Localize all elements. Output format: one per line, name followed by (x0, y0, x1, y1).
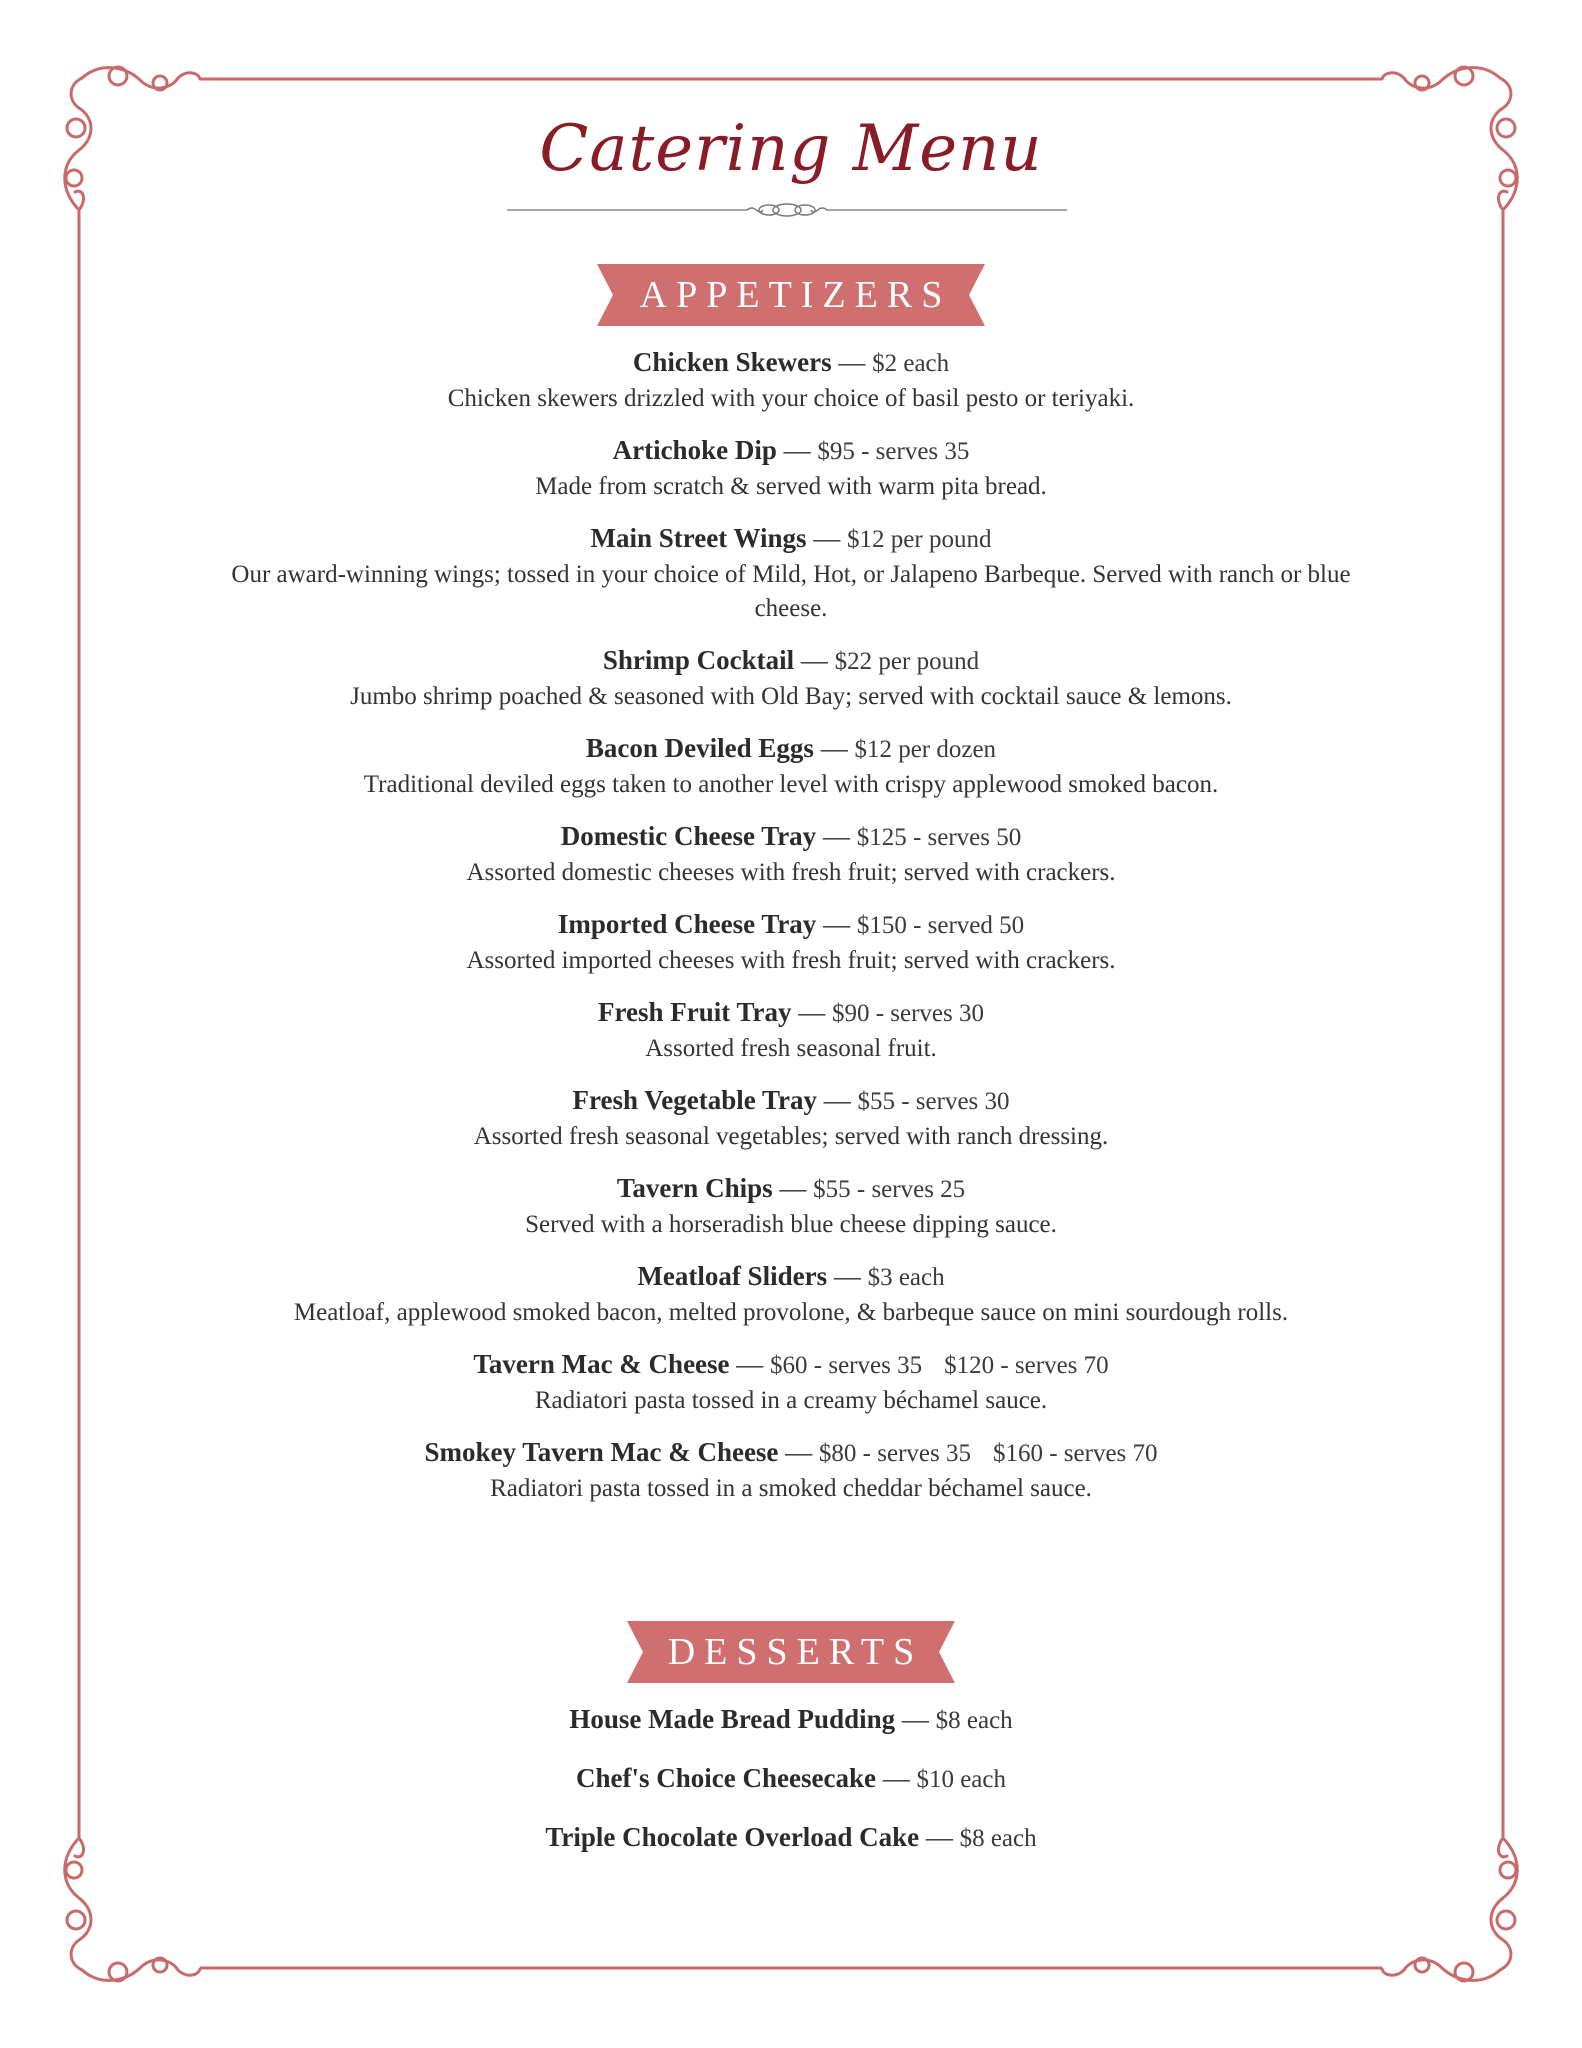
item-description: Made from scratch & served with warm pita bread. (535, 473, 1047, 500)
item-name: Chicken Skewers (632, 347, 832, 377)
dessert-item: House Made Bread Pudding — $8 each (569, 1704, 1013, 1734)
item-description: Radiatori pasta tossed in a smoked cheddar béchamel sauce. (490, 1475, 1092, 1502)
menu-item: Fresh Vegetable Tray — $55 - serves 30 Assorted fresh seasonal vegetables; served with ranch dressing. (150, 1082, 1432, 1154)
item-name: Meatloaf Sliders (637, 1261, 828, 1291)
item-price: $95 - serves 35 (817, 438, 970, 465)
menu-item: Main Street Wings — $12 per pound Our award-winning wings; tossed in your choice of Mild, Hot, or Jalapeno Barbeque. Served with ranch or blue cheese. (150, 520, 1432, 626)
appetizers-list (150, 344, 1432, 1522)
item-price: $60 - serves 35 (770, 1352, 923, 1379)
desserts-list (150, 1701, 1432, 1878)
menu-item: Meatloaf Sliders — $3 each Meatloaf, applewood smoked bacon, melted provolone, & barbeque sauce on mini sourdough rolls. (150, 1258, 1432, 1330)
item-description: Served with a horseradish blue cheese dipping sauce. (525, 1211, 1057, 1238)
appetizers-heading: APPETIZERS (639, 274, 952, 316)
item-name: Fresh Fruit Tray (597, 997, 792, 1027)
item-name: Shrimp Cocktail (602, 645, 795, 675)
item-price: $12 per dozen (854, 736, 997, 763)
item-price: $10 each (916, 1766, 1006, 1793)
item-price: $8 each (959, 1825, 1037, 1852)
item-price: $80 - serves 35 (818, 1440, 971, 1467)
item-description: Radiatori pasta tossed in a creamy béchamel sauce. (534, 1387, 1048, 1414)
menu-item: Shrimp Cocktail — $22 per pound Jumbo shrimp poached & seasoned with Old Bay; served with cocktail sauce & lemons. (150, 642, 1432, 714)
item-price: $12 per pound (847, 526, 992, 553)
item-description: Traditional deviled eggs taken to another level with crispy applewood smoked bacon. (363, 771, 1219, 798)
item-price: $55 - serves 25 (813, 1176, 966, 1203)
item-price: $8 each (935, 1707, 1013, 1734)
item-description: Assorted imported cheeses with fresh fruit; served with crackers. (466, 947, 1116, 974)
item-name: Tavern Mac & Cheese (473, 1349, 730, 1379)
item-name: Bacon Deviled Eggs (585, 733, 814, 763)
item-name: House Made Bread Pudding (569, 1704, 896, 1734)
desserts-banner (627, 1621, 955, 1683)
menu-item: Imported Cheese Tray — $150 - served 50 Assorted imported cheeses with fresh fruit; served with crackers. (150, 906, 1432, 978)
menu-item: Chicken Skewers — $2 each Chicken skewers drizzled with your choice of basil pesto or teriyaki. (150, 344, 1432, 416)
title-divider (507, 200, 1067, 220)
item-description: Meatloaf, applewood smoked bacon, melted provolone, & barbeque sauce on mini sourdough rolls. (293, 1299, 1289, 1326)
item-price-large: $160 - serves 70 (992, 1440, 1158, 1467)
item-price: $2 each (872, 350, 950, 377)
item-name: Main Street Wings (590, 523, 807, 553)
item-description: Assorted fresh seasonal vegetables; served with ranch dressing. (473, 1123, 1109, 1150)
item-price: $3 each (867, 1264, 945, 1291)
item-name: Imported Cheese Tray (557, 909, 817, 939)
item-price: $150 - served 50 (856, 912, 1025, 939)
menu-item: Tavern Mac & Cheese — $60 - serves 35 $120 - serves 70 Radiatori pasta tossed in a creamy béchamel sauce. (150, 1346, 1432, 1418)
item-name: Chef's Choice Cheesecake (576, 1763, 876, 1793)
menu-item: Bacon Deviled Eggs — $12 per dozen Traditional deviled eggs taken to another level with crispy applewood smoked bacon. (150, 730, 1432, 802)
item-price: $90 - serves 30 (831, 1000, 985, 1027)
item-description: Our award-winning wings; tossed in your choice of Mild, Hot, or Jalapeno Barbeque. Served with ranch or blue cheese. (231, 561, 1351, 622)
menu-item: Tavern Chips — $55 - serves 25 Served with a horseradish blue cheese dipping sauce. (150, 1170, 1432, 1242)
item-description: Assorted fresh seasonal fruit. (645, 1035, 937, 1062)
item-description: Chicken skewers drizzled with your choice of basil pesto or teriyaki. (447, 385, 1135, 412)
menu-item: Artichoke Dip — $95 - serves 35 Made from scratch & served with warm pita bread. (150, 432, 1432, 504)
dessert-item: Triple Chocolate Overload Cake — $8 each (545, 1822, 1037, 1852)
item-price: $22 per pound (834, 648, 980, 675)
menu-item: Smokey Tavern Mac & Cheese — $80 - serves 35 $160 - serves 70 Radiatori pasta tossed in a smoked cheddar béchamel sauce. (150, 1434, 1432, 1506)
item-price-large: $120 - serves 70 (944, 1352, 1109, 1379)
item-name: Artichoke Dip (612, 435, 777, 465)
menu-item: Domestic Cheese Tray — $125 - serves 50 Assorted domestic cheeses with fresh fruit; served with crackers. (150, 818, 1432, 890)
item-name: Smokey Tavern Mac & Cheese (424, 1437, 779, 1467)
item-name: Fresh Vegetable Tray (572, 1085, 817, 1115)
item-name: Triple Chocolate Overload Cake (545, 1822, 920, 1852)
appetizers-banner (597, 264, 985, 326)
item-description: Jumbo shrimp poached & seasoned with Old Bay; served with cocktail sauce & lemons. (350, 683, 1232, 710)
item-name: Domestic Cheese Tray (560, 821, 817, 851)
page-title: Catering Menu (539, 112, 1043, 186)
item-name: Tavern Chips (616, 1173, 773, 1203)
item-price: $125 - serves 50 (856, 824, 1022, 851)
desserts-heading: DESSERTS (667, 1631, 924, 1673)
dessert-item: Chef's Choice Cheesecake — $10 each (576, 1763, 1006, 1793)
item-description: Assorted domestic cheeses with fresh fruit; served with crackers. (466, 859, 1116, 886)
menu-item: Fresh Fruit Tray — $90 - serves 30 Assorted fresh seasonal fruit. (150, 994, 1432, 1066)
item-price: $55 - serves 30 (857, 1088, 1010, 1115)
